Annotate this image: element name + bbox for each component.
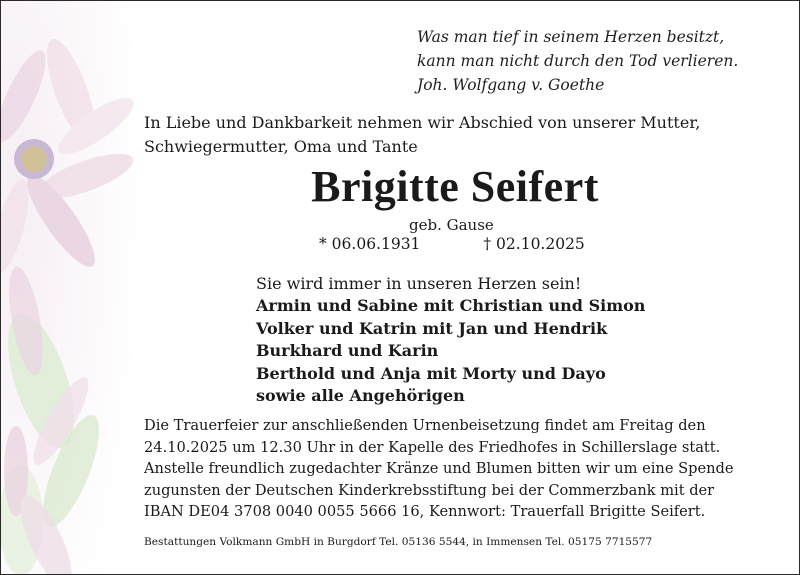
funeral-home-footer: Bestattungen Volkmann GmbH in Burgdorf Tel. 05136 5544, in Immensen Tel. 05175 7715577 — [144, 536, 653, 548]
info-line: 24.10.2025 um 12.30 Uhr in der Kapelle des Friedhofes in Schillerslage statt. — [144, 438, 721, 456]
born-name: geb. Gause — [409, 216, 494, 234]
quote-line-1: Was man tief in seinem Herzen besitzt, — [417, 28, 725, 46]
mourners-list — [256, 273, 645, 407]
family-member: Volker und Katrin mit Jan und Hendrik — [256, 318, 608, 338]
info-line: Die Trauerfeier zur anschließenden Urnenbeisetzung findet am Freitag den — [144, 417, 706, 434]
family-member: sowie alle Angehörigen — [256, 386, 465, 406]
info-line: zugunsten der Deutschen Kinderkrebsstiftung bei der Commerzbank mit der — [144, 481, 715, 499]
ceremony-info — [144, 415, 789, 523]
family-member: Armin und Sabine mit Christian und Simon — [256, 296, 646, 316]
quote-line-2: kann man nicht durch den Tod verlieren. — [417, 52, 739, 70]
life-dates — [319, 233, 585, 255]
flower-decoration — [1, 1, 141, 574]
info-line: Anstelle freundlich zugedachter Kränze und Blumen bitten wir um eine Spende — [144, 460, 734, 478]
family-member: Berthold und Anja mit Morty und Dayo — [256, 363, 606, 383]
goethe-quote — [417, 25, 777, 97]
farewell-intro — [144, 111, 784, 159]
birth-date: * 06.06.1931 — [319, 235, 421, 253]
family-member: Burkhard und Karin — [256, 341, 439, 361]
deceased-name: Brigitte Seifert — [311, 162, 599, 211]
death-date: † 02.10.2025 — [483, 235, 585, 253]
intro-line-2: Schwiegermutter, Oma und Tante — [144, 137, 418, 156]
info-line: IBAN DE04 3708 0040 0055 5666 16, Kennwort: Trauerfall Brigitte Seifert. — [144, 503, 706, 521]
family-intro: Sie wird immer in unseren Herzen sein! — [256, 274, 582, 293]
intro-line-1: In Liebe und Dankbarkeit nehmen wir Abschied von unserer Mutter, — [144, 113, 701, 132]
daisy-illustration — [1, 1, 141, 574]
quote-author: Joh. Wolfgang v. Goethe — [417, 76, 605, 94]
